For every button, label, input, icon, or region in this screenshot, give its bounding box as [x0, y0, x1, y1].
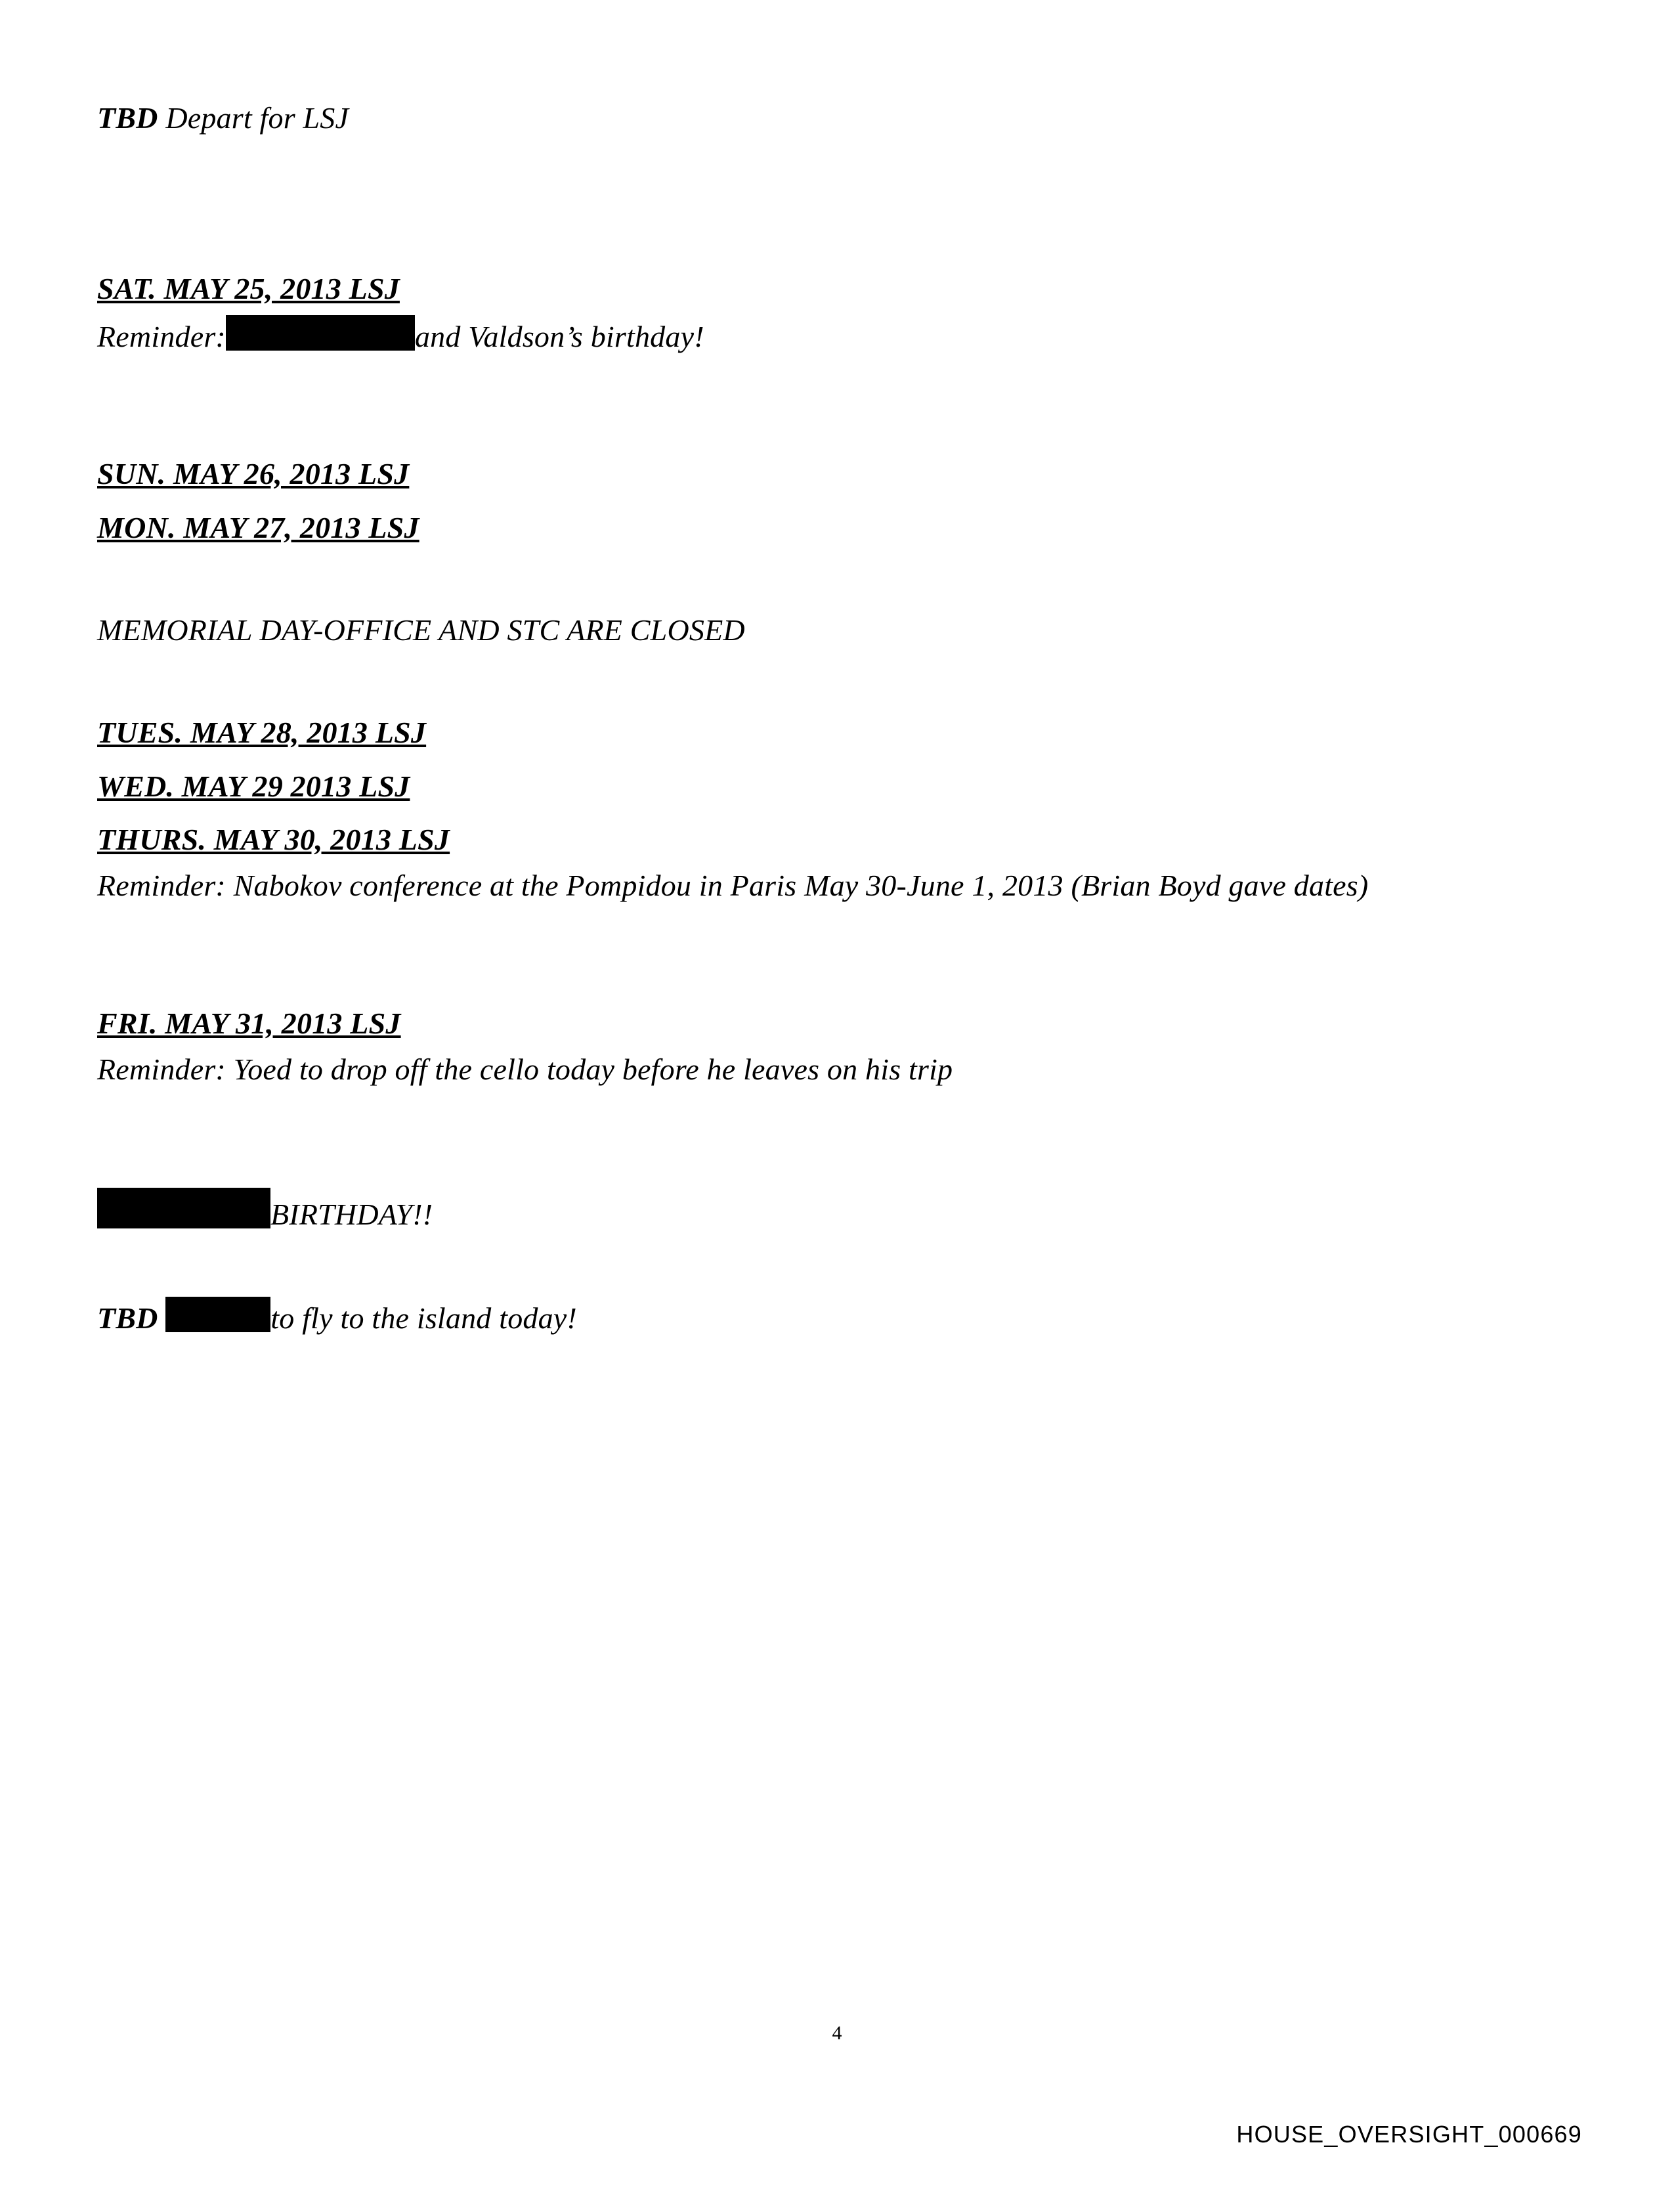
gap-before-tbd-island	[97, 1234, 1581, 1297]
gap-wed-thurs	[97, 806, 1581, 820]
page-number: 4	[832, 2022, 842, 2044]
tbd-label: TBD	[97, 1301, 158, 1335]
top-margin-spacer	[97, 0, 1581, 98]
thurs-may-30-reminder: Reminder: Nabokov conference at the Pompidou in Paris May 30-June 1, 2013 (Brian Boyd gave dates)	[97, 869, 1369, 903]
fri-may-31-birthday	[97, 1188, 1581, 1234]
birthday-text: BIRTHDAY!!	[270, 1197, 433, 1231]
tbd-depart-text: Depart for LSJ	[165, 101, 349, 135]
gap-after-tbd-depart	[97, 138, 1581, 269]
memorial-day-note: MEMORIAL DAY-OFFICE AND STC ARE CLOSED	[97, 613, 745, 647]
heading-wed-may-29: WED. MAY 29 2013 LSJ	[97, 769, 410, 803]
sat-may-25-reminder	[97, 315, 1581, 357]
bates-stamp: HOUSE_OVERSIGHT_000669	[1236, 2121, 1582, 2148]
heading-thurs-may-30: THURS. MAY 30, 2013 LSJ	[97, 823, 450, 857]
fri-may-31-tbd-island	[97, 1297, 1581, 1338]
tbd-label: TBD	[97, 101, 158, 135]
entry-tbd-depart	[97, 98, 1581, 138]
gap-before-fri	[97, 905, 1581, 1004]
gap-before-birthday	[97, 1089, 1581, 1188]
gap-tues-wed	[97, 752, 1581, 767]
document-body	[97, 0, 1581, 1338]
redaction-block	[226, 315, 415, 351]
redaction-block	[165, 1297, 270, 1332]
reminder-label: Reminder:	[97, 319, 226, 353]
gap-after-sat	[97, 356, 1581, 454]
tbd-island-text: to fly to the island today!	[270, 1301, 577, 1335]
redaction-block	[97, 1188, 270, 1228]
gap-after-memorial-note	[97, 650, 1581, 713]
fri-may-31-reminder: Reminder: Yoed to drop off the cello today before he leaves on his trip	[97, 1052, 953, 1086]
heading-sun-may-26: SUN. MAY 26, 2013 LSJ	[97, 457, 410, 491]
gap-sun-mon	[97, 494, 1581, 508]
heading-tues-may-28: TUES. MAY 28, 2013 LSJ	[97, 715, 427, 749]
heading-mon-may-27: MON. MAY 27, 2013 LSJ	[97, 511, 419, 545]
heading-fri-may-31: FRI. MAY 31, 2013 LSJ	[97, 1006, 401, 1040]
heading-sat-may-25: SAT. MAY 25, 2013 LSJ	[97, 271, 400, 305]
gap-before-memorial-note	[97, 548, 1581, 611]
sat-may-25-reminder-suffix: and Valdson’s birthday!	[414, 319, 704, 353]
